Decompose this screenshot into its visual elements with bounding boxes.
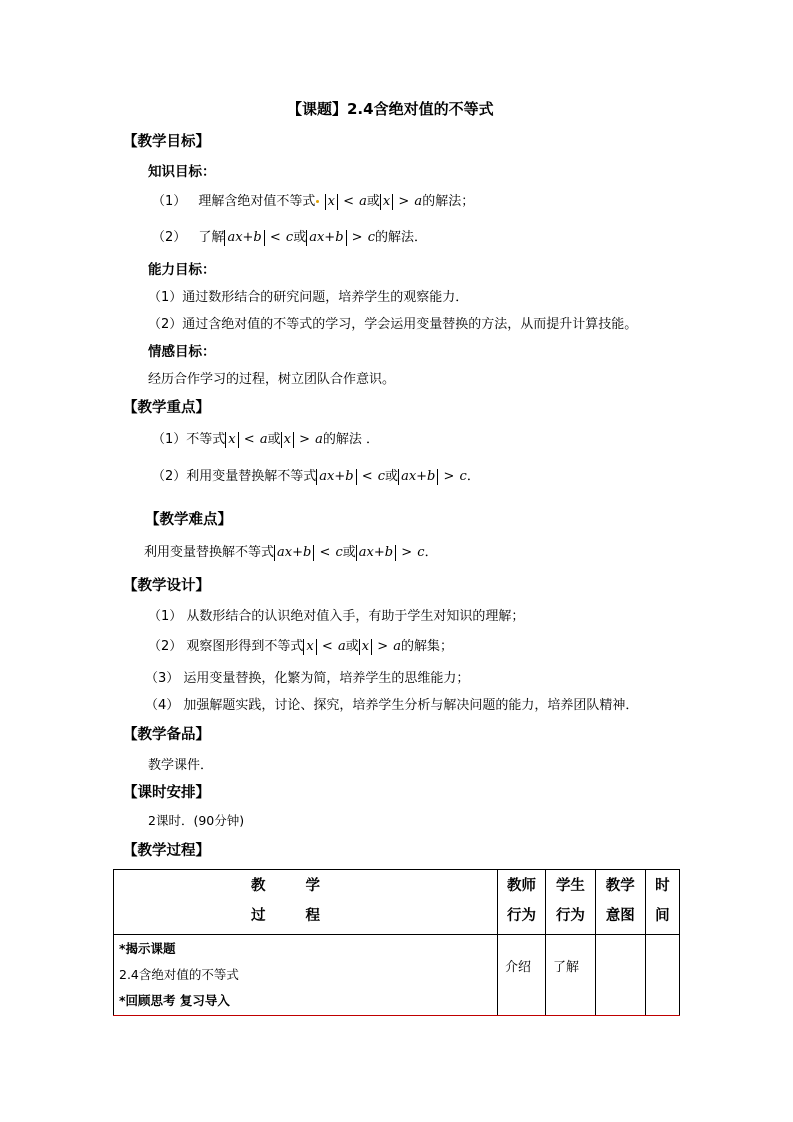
table-row bbox=[114, 935, 680, 1016]
item-suffix: ． bbox=[424, 545, 438, 560]
item-text: （2） 观察图形得到不等式 bbox=[148, 639, 304, 654]
design-item-3: （3） 运用变量替换，化繁为简，培养学生的思维能力； bbox=[145, 671, 470, 686]
section-heading-objectives: 【教学目标】 bbox=[123, 134, 210, 150]
section-heading-difficulties: 【教学难点】 bbox=[145, 512, 232, 528]
cursor-dot bbox=[316, 200, 319, 203]
header-cell-process bbox=[114, 870, 498, 935]
header-cell-teacher bbox=[498, 870, 546, 935]
item-text: 利用变量替换解不等式 bbox=[144, 545, 275, 560]
process-line-1: *揭示课题 bbox=[119, 941, 176, 956]
materials-text: 教学课件． bbox=[148, 758, 214, 773]
var-a: a bbox=[315, 432, 323, 447]
item-text: 了解 bbox=[198, 230, 225, 245]
abs-expr: ax+b bbox=[398, 469, 438, 485]
item-number: （1） bbox=[152, 194, 187, 209]
item-suffix: 的解法； bbox=[422, 194, 475, 209]
header-text: 教学 bbox=[605, 878, 635, 894]
key-point-2 bbox=[152, 465, 480, 485]
var-a: a bbox=[259, 432, 268, 447]
emotion-objective-label: 情感目标： bbox=[148, 344, 216, 360]
item-suffix: 的解法 ． bbox=[322, 432, 380, 447]
header-text: 间 bbox=[655, 908, 670, 924]
header-char: 学 bbox=[305, 878, 320, 894]
key-point-1 bbox=[152, 428, 379, 448]
or-text: 或 bbox=[342, 545, 356, 560]
process-cell bbox=[114, 935, 498, 1016]
greater-than: > bbox=[377, 639, 389, 654]
less-than: < bbox=[319, 545, 331, 560]
or-text: 或 bbox=[267, 432, 281, 447]
var-a: a bbox=[337, 639, 346, 654]
var-a: a bbox=[414, 194, 423, 209]
section-heading-process: 【教学过程】 bbox=[123, 843, 210, 859]
knowledge-objective-1 bbox=[152, 190, 474, 210]
var-c: c bbox=[377, 469, 386, 484]
page-title: 【课题】2.4含绝对值的不等式 bbox=[287, 100, 494, 118]
process-table bbox=[113, 869, 680, 1016]
greater-than: > bbox=[398, 194, 410, 209]
header-char: 过 bbox=[251, 908, 266, 924]
less-than: < bbox=[343, 194, 354, 209]
item-number: （2） bbox=[152, 230, 187, 245]
knowledge-objective-2 bbox=[152, 226, 427, 246]
abs-x: x bbox=[303, 639, 316, 655]
teacher-action: 介绍 bbox=[505, 960, 532, 975]
header-cell-student bbox=[545, 870, 595, 935]
header-cell-time bbox=[645, 870, 679, 935]
header-cell-intent bbox=[595, 870, 645, 935]
intent-cell bbox=[595, 935, 645, 1016]
abs-expr: ax+b bbox=[306, 230, 346, 246]
section-heading-schedule: 【课时安排】 bbox=[123, 785, 210, 801]
section-heading-materials: 【教学备品】 bbox=[123, 727, 210, 743]
table-header-row bbox=[114, 870, 680, 935]
header-char: 程 bbox=[305, 908, 320, 924]
ability-objective-label: 能力目标： bbox=[148, 262, 216, 278]
process-line-2: 2.4含绝对值的不等式 bbox=[119, 967, 239, 982]
greater-than: > bbox=[443, 469, 455, 484]
or-text: 或 bbox=[366, 194, 380, 209]
header-char: 教 bbox=[251, 878, 266, 894]
design-item-1: （1） 从数形结合的认识绝对值入手，有助于学生对知识的理解； bbox=[148, 609, 525, 624]
emotion-objective-1: 经历合作学习的过程，树立团队合作意识。 bbox=[148, 372, 396, 387]
less-than: < bbox=[361, 469, 373, 484]
abs-expr: ax+b bbox=[274, 545, 314, 561]
item-suffix: 的解法． bbox=[374, 230, 427, 245]
ability-objective-2: （2）通过含绝对值的不等式的学习，学会运用变量替换的方法，从而提升计算技能。 bbox=[148, 317, 638, 332]
abs-x: x bbox=[225, 432, 238, 448]
header-text: 教师 bbox=[506, 878, 536, 894]
schedule-text: 2课时．(90分钟) bbox=[148, 813, 245, 828]
header-text: 时 bbox=[655, 878, 670, 894]
section-heading-key-points: 【教学重点】 bbox=[123, 400, 210, 416]
header-text: 学生 bbox=[555, 878, 585, 894]
greater-than: > bbox=[299, 432, 310, 447]
item-text: （2）利用变量替换解不等式 bbox=[152, 469, 317, 484]
item-suffix: 的解集； bbox=[401, 639, 454, 654]
var-a: a bbox=[359, 194, 367, 209]
item-text: 理解含绝对值不等式 bbox=[198, 194, 316, 209]
abs-expr: ax+b bbox=[316, 469, 356, 485]
var-c: c bbox=[417, 545, 425, 560]
teacher-cell bbox=[498, 935, 546, 1016]
item-text: （1）不等式 bbox=[152, 432, 226, 447]
var-c: c bbox=[285, 230, 294, 245]
difficulty-1 bbox=[144, 541, 438, 561]
knowledge-objective-label: 知识目标： bbox=[148, 164, 216, 180]
abs-expr: ax+b bbox=[356, 545, 396, 561]
header-text: 行为 bbox=[555, 908, 585, 924]
header-text: 意图 bbox=[605, 908, 635, 924]
less-than: < bbox=[321, 639, 333, 654]
abs-x: x bbox=[325, 194, 338, 210]
abs-x: x bbox=[359, 639, 372, 655]
var-c: c bbox=[367, 230, 375, 245]
var-c: c bbox=[335, 545, 343, 560]
less-than: < bbox=[243, 432, 255, 447]
student-cell bbox=[545, 935, 595, 1016]
abs-x: x bbox=[281, 432, 294, 448]
header-text: 行为 bbox=[506, 908, 536, 924]
process-line-3: *回顾思考 复习导入 bbox=[119, 993, 230, 1008]
abs-x: x bbox=[380, 194, 393, 210]
greater-than: > bbox=[401, 545, 413, 560]
abs-expr: ax+b bbox=[224, 230, 264, 246]
design-item-4: （4） 加强解题实践，讨论、探究，培养学生分析与解决问题的能力，培养团队精神． bbox=[145, 698, 639, 713]
var-c: c bbox=[459, 469, 467, 484]
ability-objective-1: （1）通过数形结合的研究问题，培养学生的观察能力． bbox=[148, 290, 469, 305]
or-text: 或 bbox=[345, 639, 359, 654]
var-a: a bbox=[393, 639, 402, 654]
greater-than: > bbox=[351, 230, 363, 245]
or-text: 或 bbox=[385, 469, 399, 484]
or-text: 或 bbox=[293, 230, 307, 245]
less-than: < bbox=[269, 230, 281, 245]
section-heading-design: 【教学设计】 bbox=[123, 578, 210, 594]
design-item-2 bbox=[148, 635, 453, 655]
item-suffix: ． bbox=[466, 469, 480, 484]
student-action: 了解 bbox=[552, 960, 579, 975]
time-cell bbox=[645, 935, 679, 1016]
